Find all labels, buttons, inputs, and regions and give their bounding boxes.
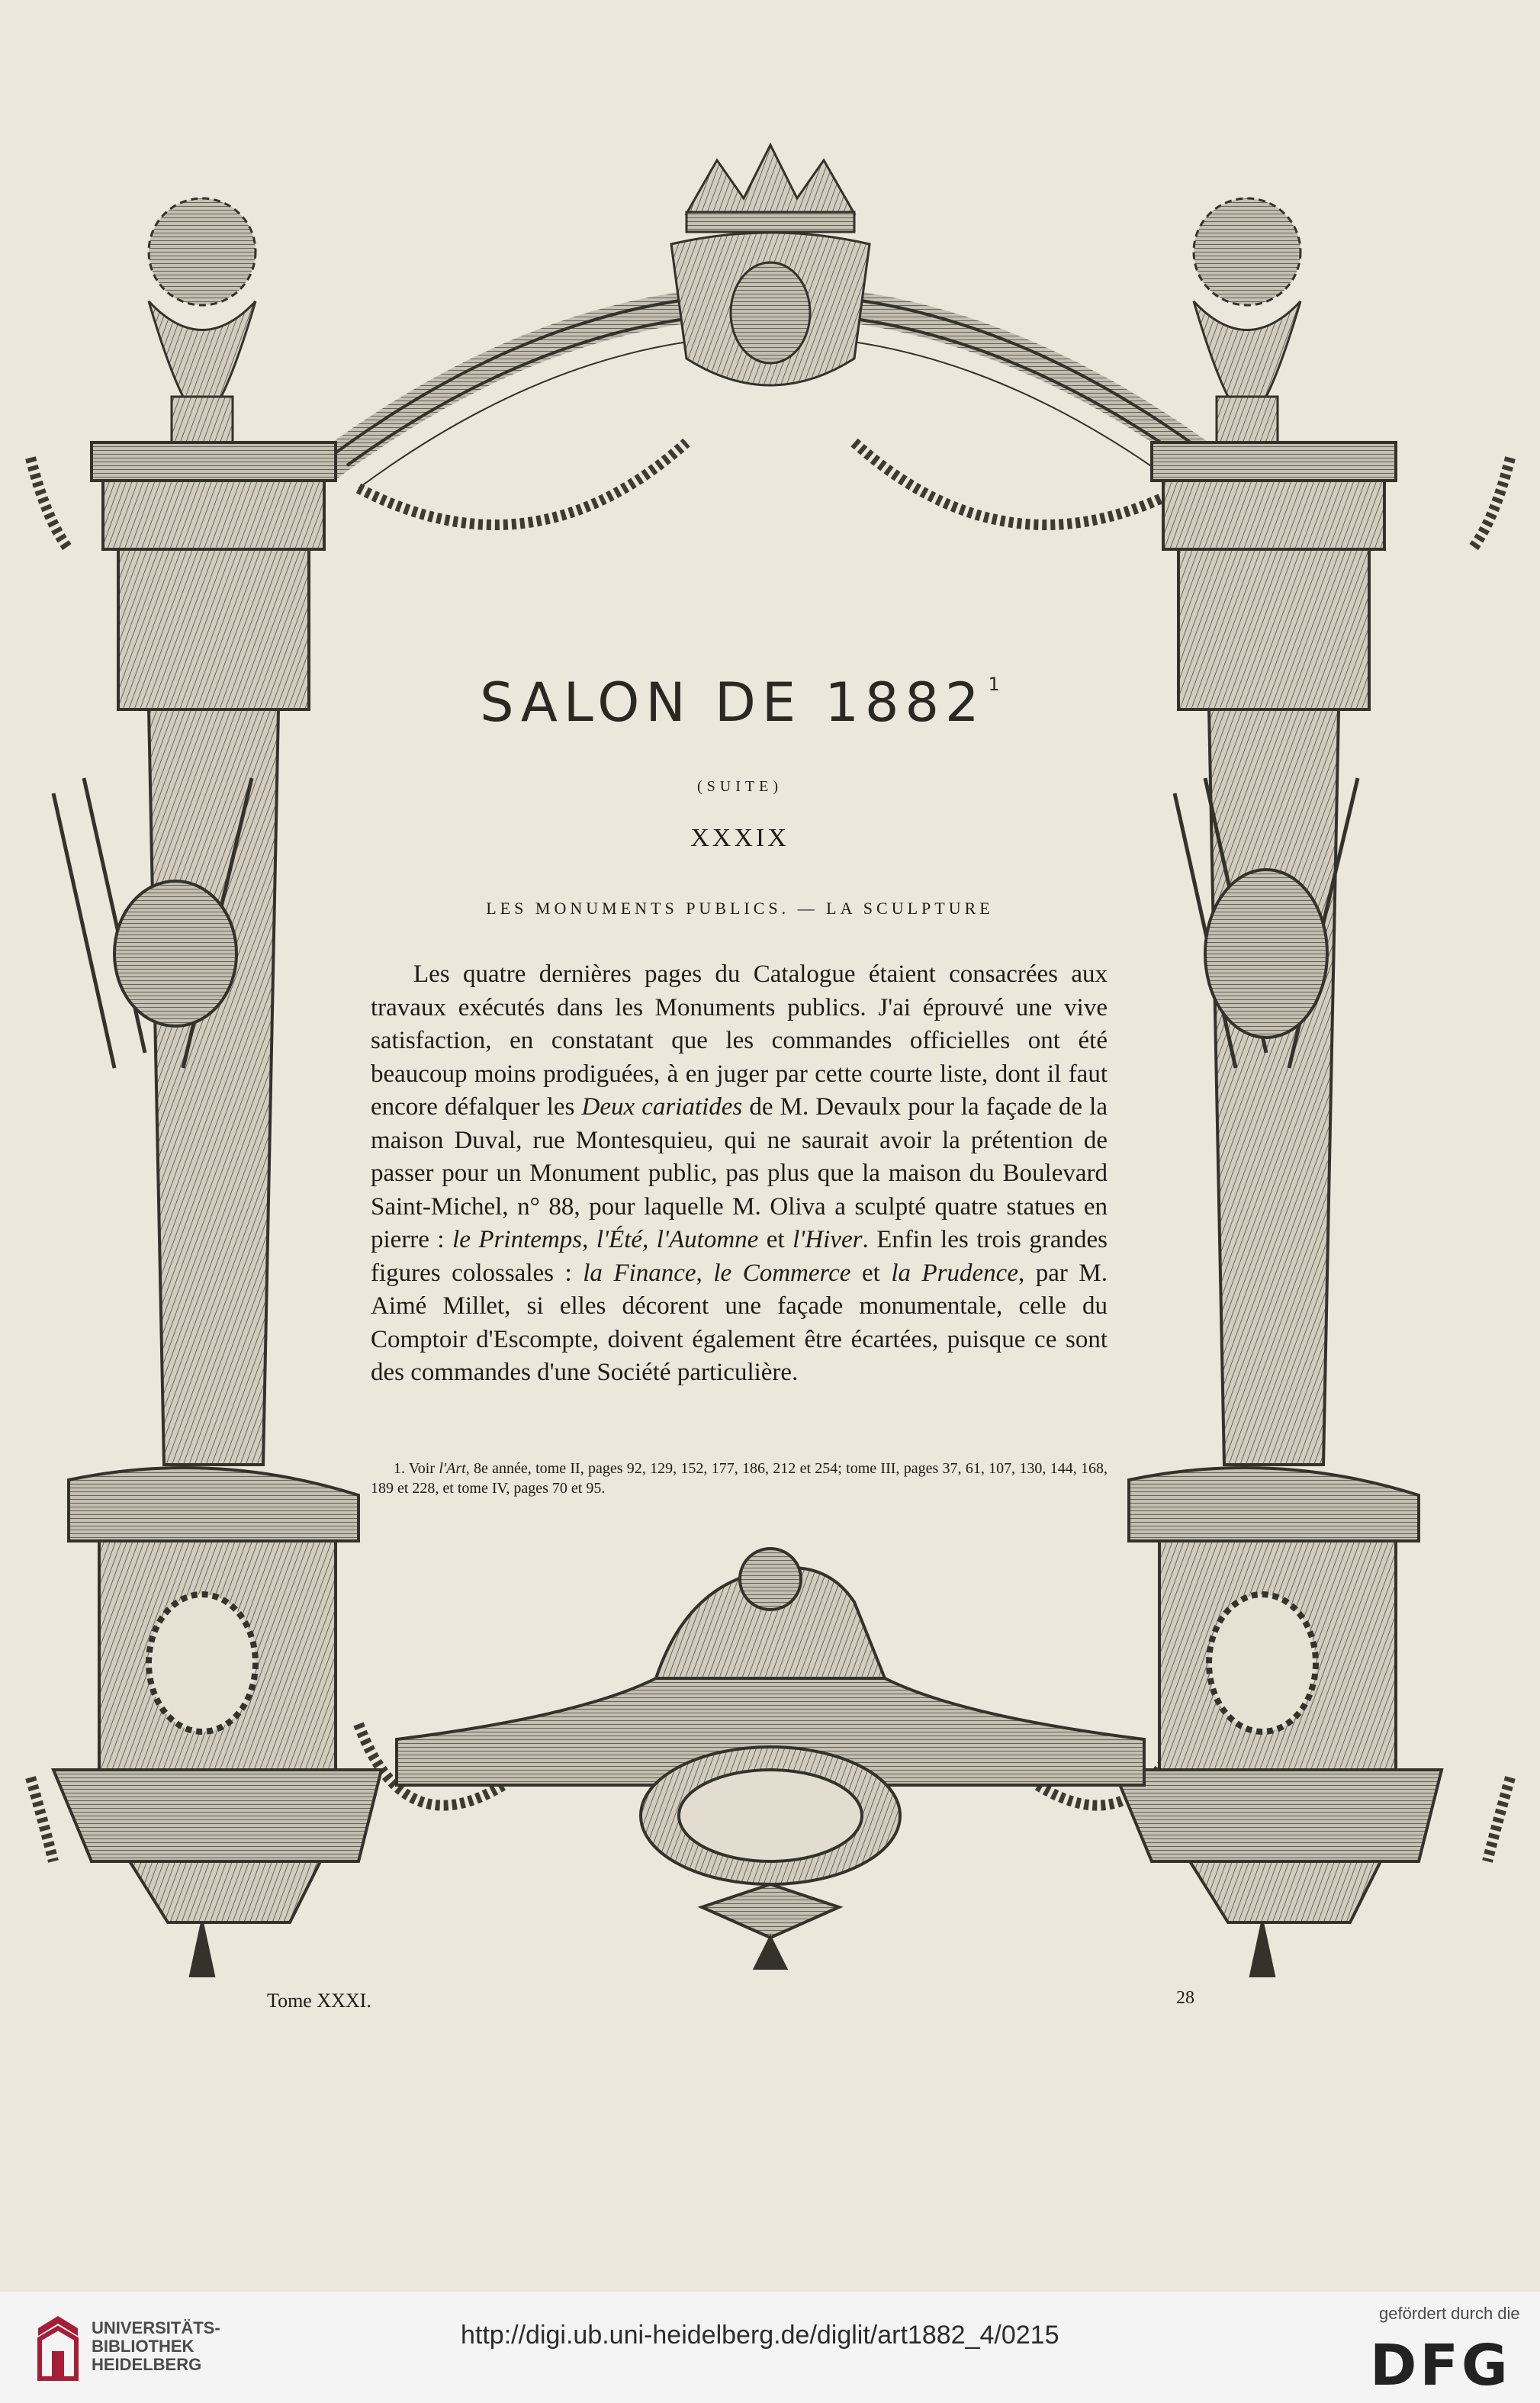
left-urn (149, 198, 256, 442)
crown-crest (671, 145, 870, 385)
library-logo-icon[interactable] (35, 2313, 81, 2382)
suite-label: (SUITE) (697, 778, 783, 795)
right-urn (1194, 198, 1300, 442)
library-name[interactable]: UNIVERSITÄTS- BIBLIOTHEK HEIDELBERG (92, 2318, 220, 2374)
volume-label: Tome XXXI. (267, 1990, 371, 2012)
funded-by-label: gefördert durch die (1379, 2304, 1520, 2323)
footnote: 1. Voir l'Art, 8e année, tome II, pages 92, 129, 152, 177, 186, 212 et 254; tome III, pages 37, 61, 107, 130, 144, 168, 189 et 228, et tome IV, pages 70 et 95. (371, 1460, 1108, 1497)
chapter-subtitle: LES MONUMENTS PUBLICS. — LA SCULPTURE (486, 899, 994, 918)
viewer-footer (0, 2292, 1540, 2403)
body-paragraph: Les quatre dernières pages du Catalogue étaient consacrées aux travaux exécutés dans les Monuments publics. J'ai éprouvé une vive satisfaction, en constatant que les commandes officielles ont été beaucoup moins prodiguées, à en juger par cette courte liste, dont il faut encore défalquer les Deux cariatides de M. Devaulx pour la façade de la maison Duval, rue Montesquieu, qui ne saurait avoir la prétention de passer pour un Monument public, pas plus que la maison du Boulevard Saint-Michel, n° 88, pour laquelle M. Oliva a sculpté quatre statues en pierre : le Printemps, l'Été, l'Automne et l'Hiver. Enfin les trois grandes figures colossales : la Finance, le Commerce et la Prudence, par M. Aimé Millet, si elles décorent une façade monumentale, celle du Comptoir d'Escompte, doivent également être écartées, puisque ce sont des commandes d'une Société particulière. (371, 960, 1108, 1386)
chapter-number: XXXIX (690, 824, 789, 852)
source-url-link[interactable]: http://digi.ub.uni-heidelberg.de/diglit/art1882_4/0215 (461, 2321, 1059, 2350)
dfg-logo[interactable]: DFG (1370, 2333, 1511, 2398)
bottom-cartouche (397, 1549, 1144, 1968)
page-number: 28 (1176, 1988, 1194, 2008)
right-column (1114, 442, 1442, 1976)
article-title: SALON DE 1882 $^1$ (480, 671, 1000, 734)
